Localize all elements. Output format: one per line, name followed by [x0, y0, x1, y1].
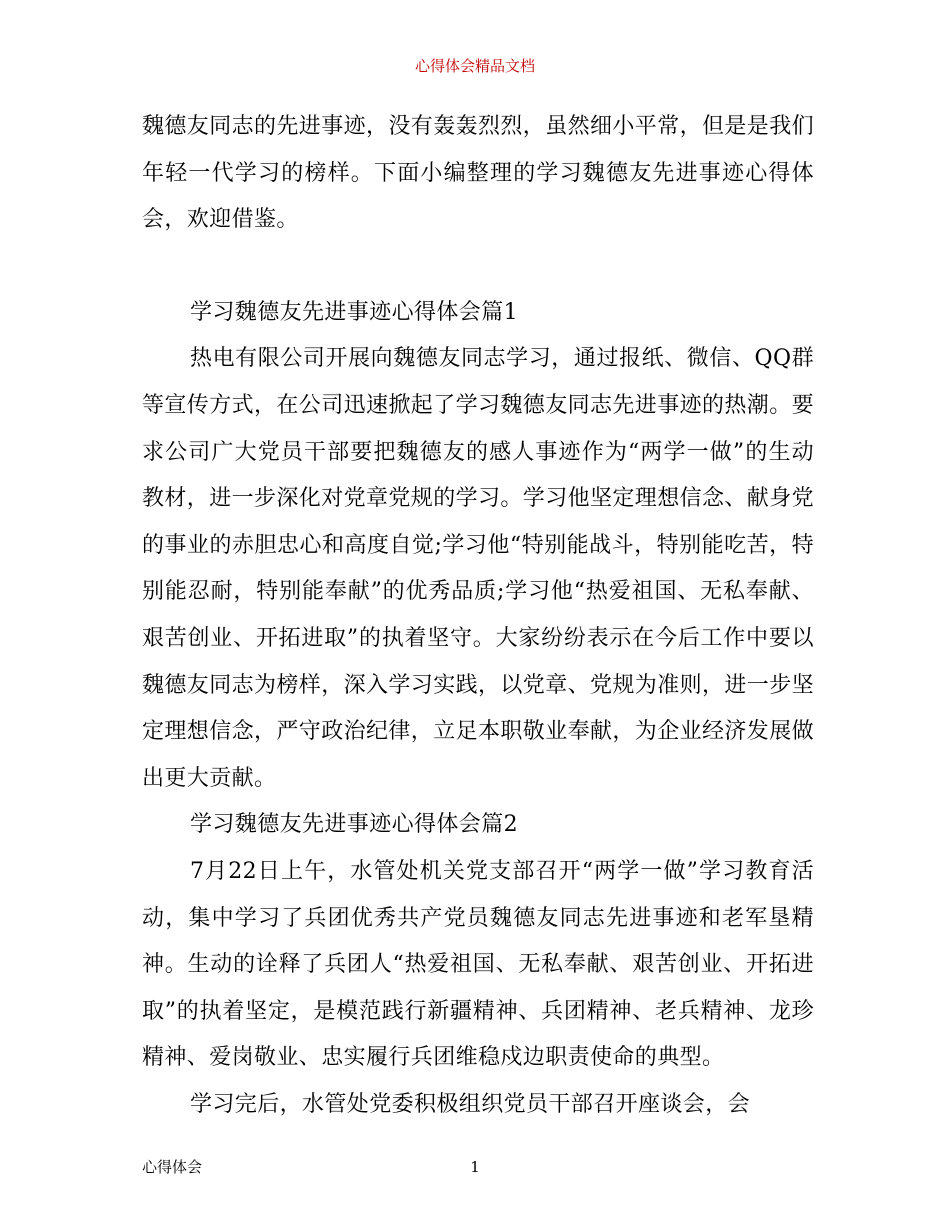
paragraph-spacer	[142, 244, 814, 290]
document-header-title: 心得体会精品文档	[414, 57, 535, 75]
section2-title: 学习魏德友先进事迹心得体会篇2	[190, 812, 518, 838]
footer-label: 心得体会	[142, 1158, 203, 1176]
section1-title: 学习魏德友先进事迹心得体会篇1	[190, 299, 518, 325]
document-body	[142, 104, 814, 1128]
section1-paragraph: 热电有限公司开展向魏德友同志学习，通过报纸、微信、QQ群等宣传方式，在公司迅速掀起了学习魏德友同志先进事迹的热潮。要求公司广大党员干部要把魏德友的感人事迹作为“两学一做”的生动教材，进一步深化对党章党规的学习。学习他坚定理想信念、献身党的事业的赤胆忠心和高度自觉;学习他“特别能战斗，特别能吃苦，特别能忍耐，特别能奉献”的优秀品质;学习他“热爱祖国、无私奉献、艰苦创业、开拓进取”的执着坚守。大家纷纷表示在今后工作中要以魏德友同志为榜样，深入学习实践，以党章、党规为准则，进一步坚定理想信念，严守政治纪律，立足本职敬业奉献，为企业经济发展做出更大贡献。	[142, 346, 815, 791]
intro-paragraph: 魏德友同志的先进事迹，没有轰轰烈烈，虽然细小平常，但是是我们年轻一代学习的榜样。下面小编整理的学习魏德友先进事迹心得体会，欢迎借鉴。	[142, 114, 815, 233]
section2-paragraph-2: 学习完后，水管处党委积极组织党员干部召开座谈会，会	[190, 1091, 751, 1117]
section2-paragraph-1: 7月22日上午，水管处机关党支部召开“两学一做”学习教育活动，集中学习了兵团优秀共产党员魏德友同志先进事迹和老军垦精神。生动的诠释了兵团人“热爱祖国、无私奉献、艰苦创业、开拓进取”的执着坚定，是模范践行新疆精神、兵团精神、老兵精神、龙珍精神、爱岗敬业、忠实履行兵团维稳戍边职责使命的典型。	[142, 858, 814, 1071]
page-number: 1	[470, 1158, 480, 1176]
